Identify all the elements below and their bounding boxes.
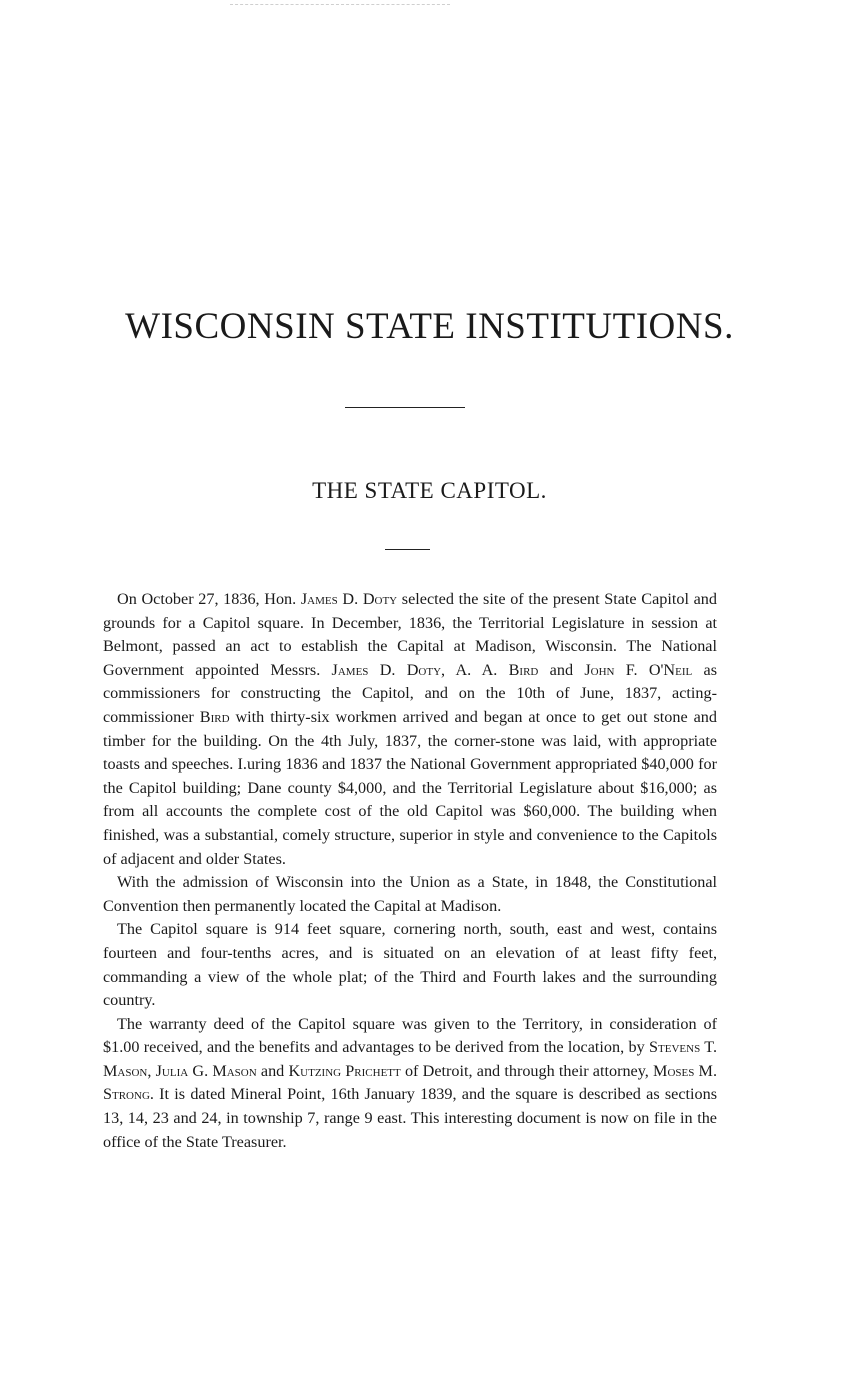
text-segment: On October 27, 1836, Hon. [117,590,301,608]
text-segment: The Capitol square is 914 feet square, cornering north, south, east and west, contains fourteen and four-tenths acres, and is situated on an elevation of at least fifty feet, commanding a view of the whole plat; of the Third and Fourth lakes and the surrounding country. [103,920,717,1010]
text-segment: . It is dated Mineral Point, 16th January 1839, and the square is described as sections 13, 14, 23 and 24, in township 7, range 9 east. This interesting document is now on file in the office of the State Treasurer. [103,1085,717,1151]
proper-name: Moses M. Strong [103,1061,717,1104]
paragraph [103,588,717,871]
text-segment: With the admission of Wisconsin into the Union as a State, in 1848, the Constitutional Convention then permanently located the Capital at Madison. [103,873,717,915]
text-segment: selected the site of the present State Capitol and grounds for a Capitol square. In December, 1836, the Territorial Legislature in session at Belmont, passed an act to establish the Capital at Madison, Wisconsin. The National Government appointed Messrs. [103,590,717,679]
text-segment: as commissioners for constructing the Capitol, and on the 10th of June, 1837, acting-commissioner [103,660,718,726]
title-divider [345,407,465,408]
body-text [103,588,717,1154]
proper-name: Bird [199,707,230,726]
text-segment: The warranty deed of the Capitol square was given to the Territory, in consideration of $1.00 received, and the benefits and advantages to be derived from the location, by [103,1014,717,1057]
text-segment: and [256,1061,289,1080]
paragraph [103,1013,717,1155]
proper-name: James D. Doty, A. A. Bird [331,660,539,679]
paragraph [103,918,717,1012]
proper-name: Kutzing Prichett [288,1061,401,1080]
section-title: THE STATE CAPITOL. [312,478,547,503]
text-segment: and [538,660,585,679]
proper-name: James D. Doty [300,590,398,608]
text-segment: with thirty-six workmen arrived and began at once to get out stone and timber for the building. On the 4th July, 1837, the corner-stone was laid, with appropriate toasts and speeches. I.uring 1836 and 1837 the National Government appropriated $40,000 for the Capitol building; Dane county $4,000, and the Territorial Legislature about $16,000; as from all accounts the complete cost of the old Capitol was $60,000. The building when finished, was a substantial, comely structure, superior in style and convenience to the Capitols of adjacent and older States. [103,707,717,868]
paragraph [103,871,717,918]
section-divider [385,549,430,550]
proper-name: Stevens T. Mason, Julia G. Mason [103,1038,717,1080]
page-edge-mark [230,4,450,5]
text-segment: of Detroit, and through their attorney, [400,1061,654,1080]
proper-name: John F. O'Neil [584,660,693,679]
main-title: WISCONSIN STATE INSTITUTIONS. [125,306,734,347]
